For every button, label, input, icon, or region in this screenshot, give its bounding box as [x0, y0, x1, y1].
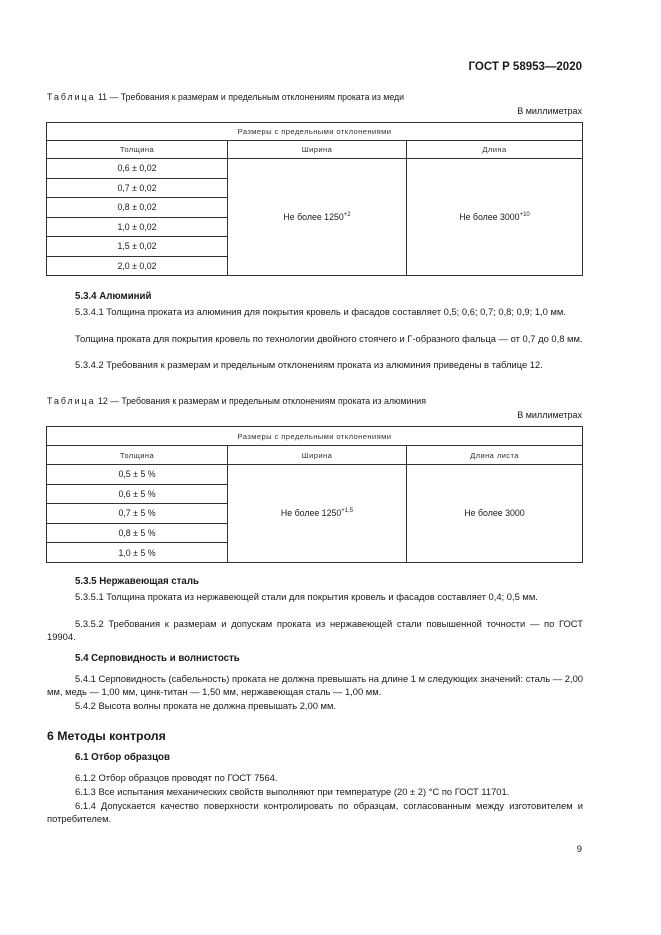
paragraph-6-1-4: 6.1.4 Допускается качество поверхности контролировать по образцам, согласованным между изготовителем и потребителем.	[47, 800, 583, 825]
table-row: 2,0 ± 0,02	[47, 256, 228, 276]
section-6-title: 6 Методы контроля	[47, 729, 166, 743]
table-12-caption-prefix: Таблица	[47, 396, 96, 406]
paragraph-5-4-1: 5.4.1 Серповидность (сабельность) проката не должна превышать на длине 1 м следующих значений: сталь — 2,00 мм, медь — 1,00 мм, цинк-титан — 1,50 мм, нержавеющая сталь — 1,00 мм.	[47, 673, 583, 698]
table-12	[46, 426, 583, 563]
table-11-col-thickness: Толщина	[47, 141, 228, 159]
table-row: 0,6 ± 0,02	[47, 159, 228, 179]
section-5-4-title: 5.4 Серповидность и волнистость	[75, 653, 240, 664]
paragraph-5-3-4-1-b: Толщина проката для покрытия кровель по технологии двойного стоячего и Г-образного фальца — от 0,7 до 0,8 мм.	[75, 333, 583, 344]
table-12-col-width: Ширина	[228, 446, 407, 465]
paragraph-5-3-4-2: 5.3.4.2 Требования к размерам и предельным отклонениям проката из алюминия приведены в таблице 12.	[75, 359, 543, 370]
paragraph-6-1-2: 6.1.2 Отбор образцов проводят по ГОСТ 7564.	[75, 772, 278, 783]
section-5-3-4-title: 5.3.4 Алюминий	[75, 291, 152, 302]
table-11-group-header: Размеры с предельными отклонениями	[47, 123, 583, 141]
table-row: 1,0 ± 5 %	[47, 543, 228, 563]
table-12-col-length: Длина листа	[407, 446, 583, 465]
paragraph-5-3-4-1: 5.3.4.1 Толщина проката из алюминия для покрытия кровель и фасадов составляет 0,5; 0,6; 0,7; 0,8; 0,9; 1,0 мм.	[75, 306, 566, 317]
paragraph-5-3-5-1: 5.3.5.1 Толщина проката из нержавеющей стали для покрытия кровель и фасадов составляет 0,4; 0,5 мм.	[75, 591, 538, 602]
section-5-3-5-title: 5.3.5 Нержавеющая сталь	[75, 576, 199, 587]
table-12-col-thickness: Толщина	[47, 446, 228, 465]
table-11-length-tolerance: +10	[519, 212, 530, 218]
table-12-width-value: Не более 1250	[280, 508, 342, 519]
table-11-length-value: Не более 3000	[459, 212, 520, 222]
paragraph-5-3-5-2: 5.3.5.2 Требования к размерам и допускам проката из нержавеющей стали повышенной точности — по ГОСТ 19904.	[47, 618, 583, 643]
table-11-width-tolerance: +2	[343, 212, 351, 218]
table-12-length-cell: Не более 3000	[407, 465, 583, 563]
paragraph-5-4-2: 5.4.2 Высота волны проката не должна превышать 2,00 мм.	[75, 700, 337, 711]
table-11-col-length: Длина	[407, 141, 583, 159]
table-row: 0,8 ± 5 %	[47, 523, 228, 543]
table-11-width-value: Не более 1250	[283, 212, 344, 222]
table-11-caption	[47, 92, 404, 102]
table-row: 1,0 ± 0,02	[47, 217, 228, 237]
table-row: 0,8 ± 0,02	[47, 198, 228, 218]
table-11-caption-prefix: Таблица	[47, 92, 96, 102]
table-11-col-width: Ширина	[228, 141, 407, 159]
table-11-caption-text: 11 — Требования к размерам и предельным отклонениям проката из меди	[95, 92, 405, 102]
section-6-1-title: 6.1 Отбор образцов	[75, 752, 170, 763]
document-header: ГОСТ Р 58953—2020	[468, 61, 582, 73]
table-12-caption-text: 12 — Требования к размерам и предельным отклонениям проката из алюминия	[95, 396, 426, 406]
table-11	[46, 122, 583, 276]
table-12-width-tolerance: +1,5	[341, 508, 354, 515]
table-12-caption	[47, 396, 426, 406]
table-12-width-cell	[228, 465, 407, 563]
table-row: 0,6 ± 5 %	[47, 484, 228, 504]
table-11-units: В миллиметрах	[517, 106, 582, 116]
table-12-group-header: Размеры с предельными отклонениями	[47, 427, 583, 446]
table-row: 0,5 ± 5 %	[47, 465, 228, 485]
table-12-units: В миллиметрах	[517, 410, 582, 420]
paragraph-6-1-3: 6.1.3 Все испытания механических свойств выполняют при температуре (20 ± 2) °С по ГОСТ 11701.	[75, 786, 510, 797]
table-row: 0,7 ± 0,02	[47, 178, 228, 198]
table-row: 0,7 ± 5 %	[47, 504, 228, 524]
table-row: 1,5 ± 0,02	[47, 237, 228, 257]
table-11-width-cell	[228, 159, 407, 276]
page-number: 9	[576, 844, 582, 855]
table-11-length-cell	[407, 159, 583, 276]
